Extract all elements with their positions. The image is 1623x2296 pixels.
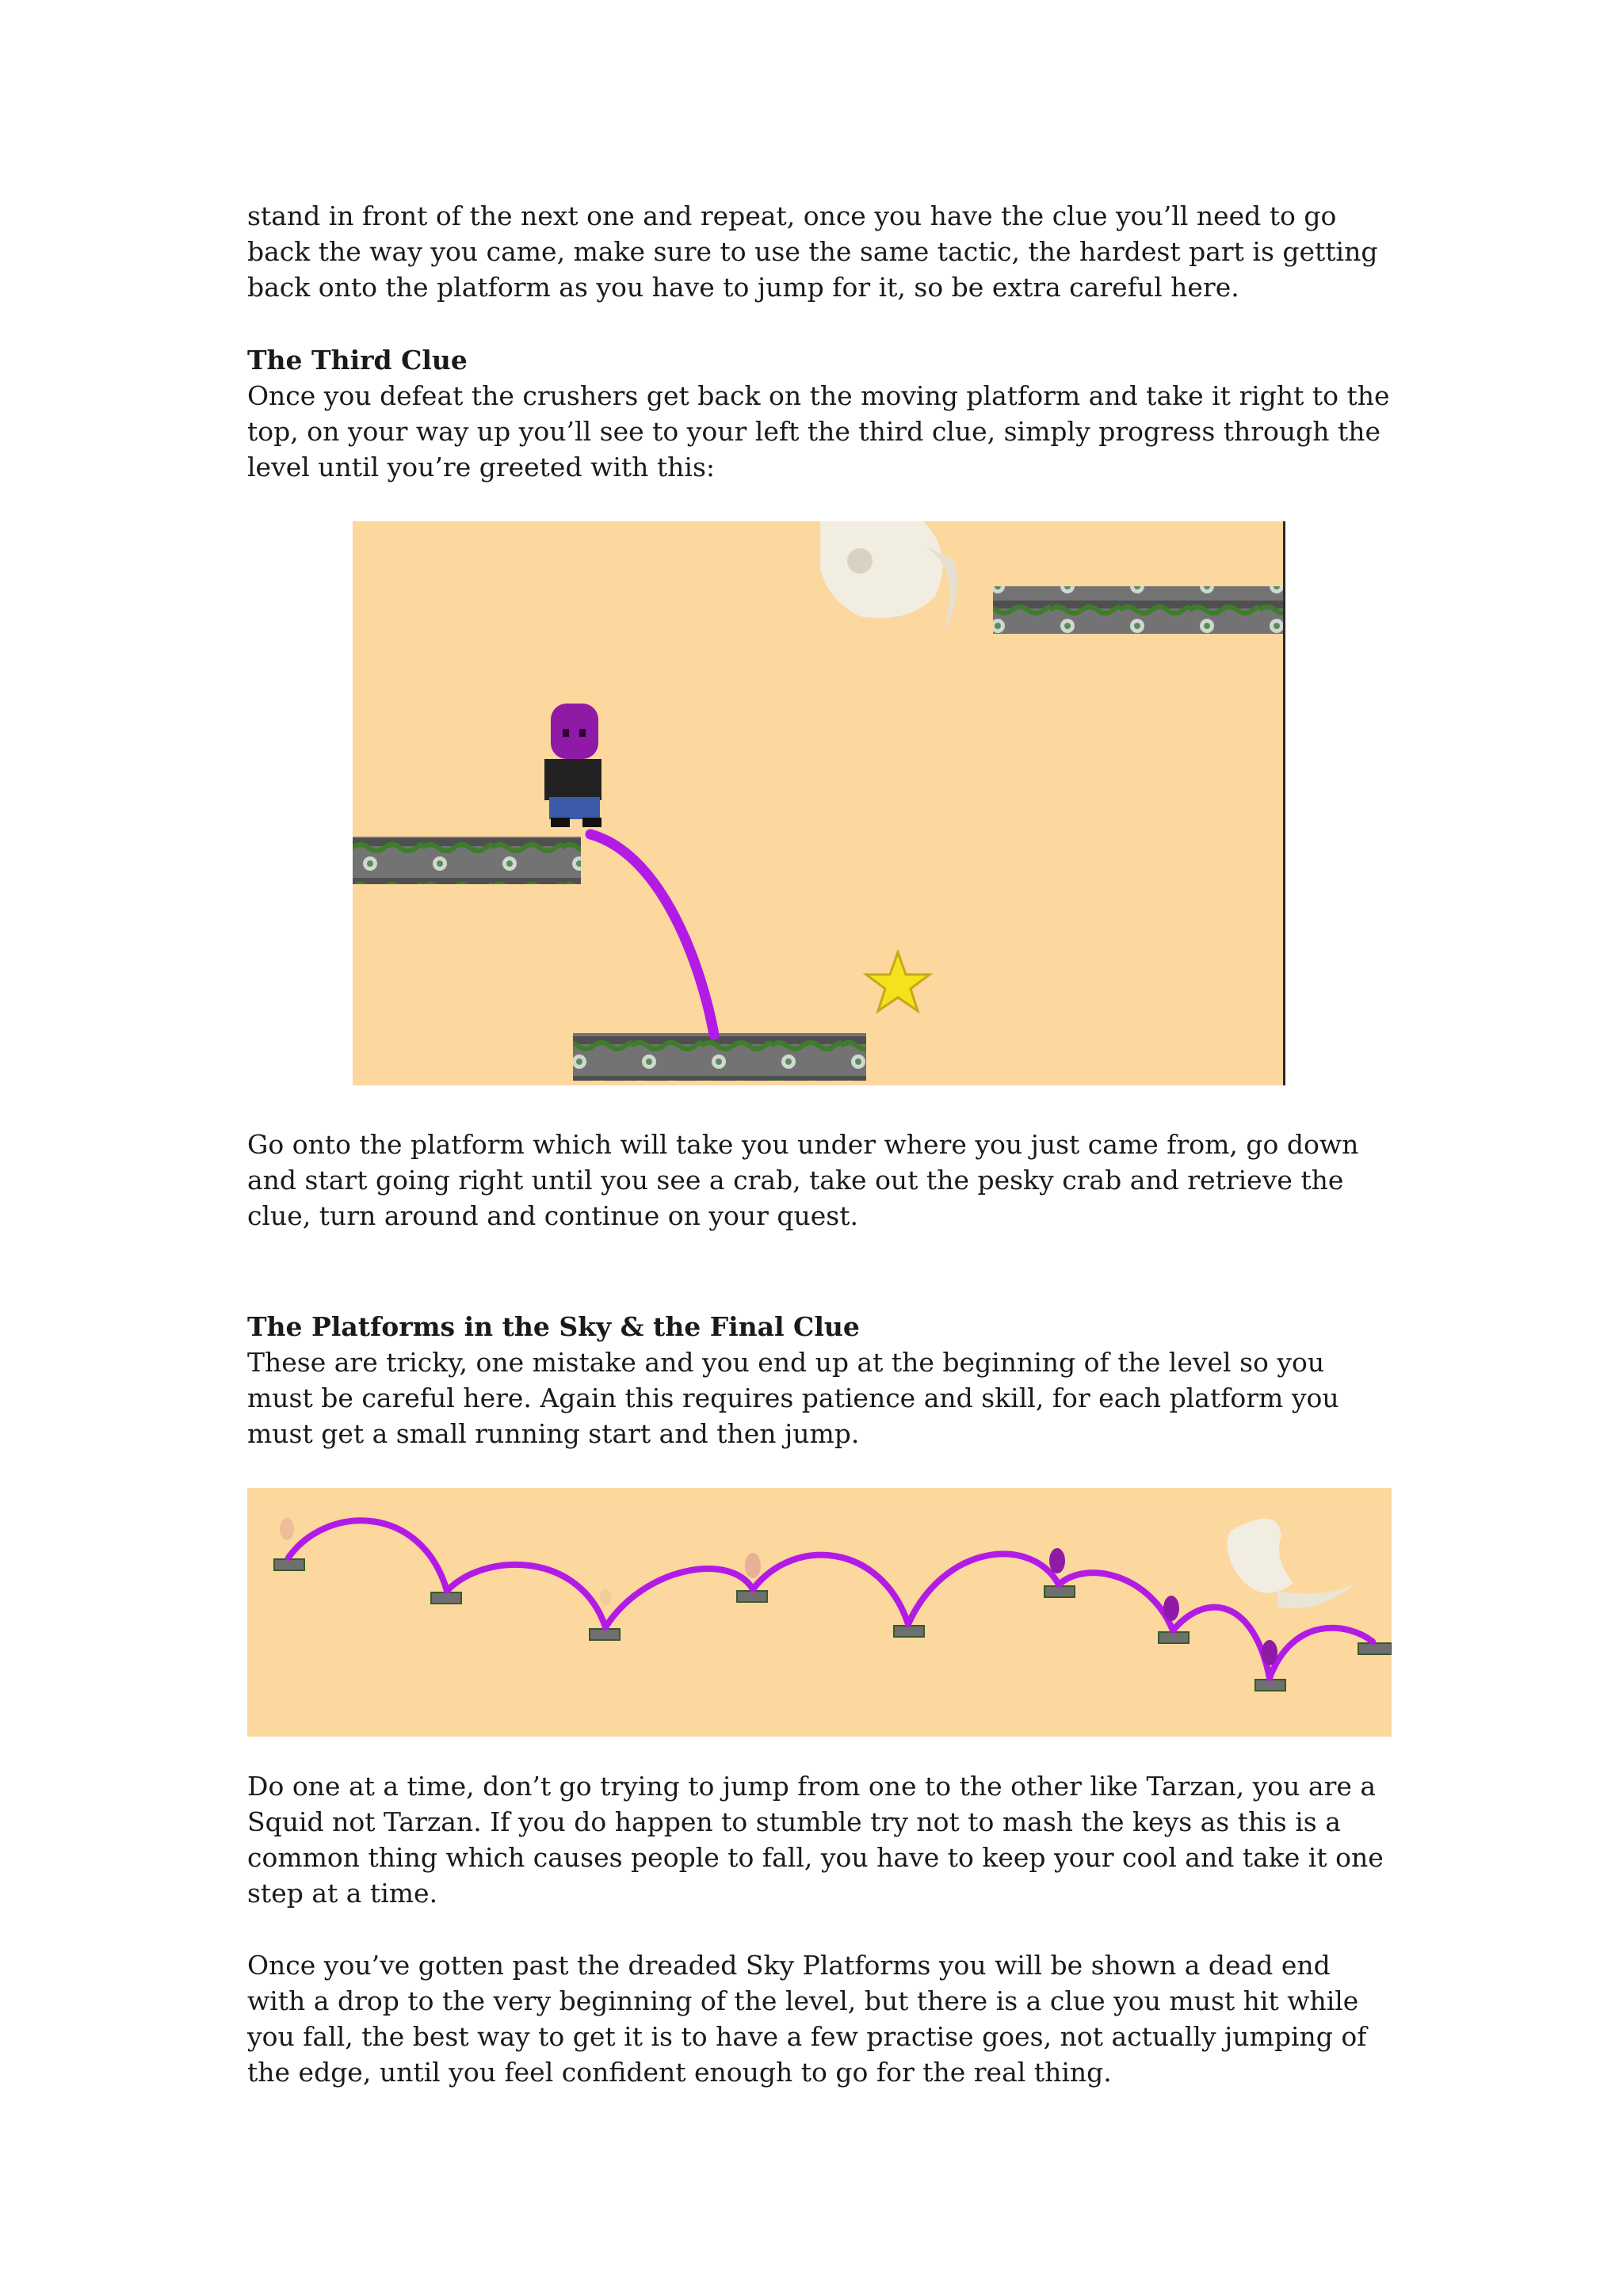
after-figure2-text-a: Do one at a time, don’t go trying to jump from one to the other like Tarzan, you are a Squid not Tarzan. If you do happen to stumble try not to mash the keys as this is a common thing which causes people to fall, you have to keep your cool and take it one step at a time. [247,1771,1384,1909]
after-figure1-paragraph [247,1127,1396,1234]
game-screenshot-third-clue [353,521,1285,1085]
character-icon [544,704,601,827]
platforms-heading: The Platforms in the Sky & the Final Clue [247,1311,860,1342]
after-figure2-paragraph-a [247,1768,1396,1911]
third-clue-scene [353,521,1283,1085]
third-clue-body: Once you defeat the crushers get back on the moving platform and take it right to the top, on your way up you’ll see to your left the third clue, simply progress through the level until you’re greeted with this: [247,380,1390,482]
platforms-body: These are tricky, one mistake and you end up at the beginning of the level so you must be careful here. Again this requires patience and skill, for each platform you must get a small running start and then jump. [247,1347,1339,1449]
platforms-section [247,1309,1396,1451]
after-figure2-text-b: Once you’ve gotten past the dreaded Sky Platforms you will be shown a dead end with a drop to the very beginning of the level, but there is a clue you must hit while you fall, the best way to get it is to have a few practise goes, not actually jumping of the edge, until you feel confident enough to go for the real thing. [247,1950,1367,2088]
game-screenshot-sky-platforms [247,1488,1392,1737]
intro-text: stand in front of the next one and repeat, once you have the clue you’ll need to go back the way you came, make sure to use the same tactic, the hardest part is getting back onto the platform as you have to jump for it, so be extra careful here. [247,200,1378,303]
intro-paragraph [247,198,1396,305]
after-figure2-paragraph-b [247,1947,1396,2090]
sky-platforms-scene [247,1488,1392,1737]
left-platform [353,837,581,884]
third-clue-section [247,342,1396,485]
lower-platform [573,1033,866,1081]
jump-path-arrow [590,834,714,1035]
after-figure1-text: Go onto the platform which will take you under where you just came from, go down and start going right until you see a crab, take out the pesky crab and retrieve the clue, turn around and continue on your quest. [247,1129,1359,1231]
third-clue-heading: The Third Clue [247,345,468,376]
skull-icon [1228,1519,1357,1608]
skull-icon [820,521,957,632]
upper-right-platform [993,586,1283,634]
star-icon [866,952,930,1011]
